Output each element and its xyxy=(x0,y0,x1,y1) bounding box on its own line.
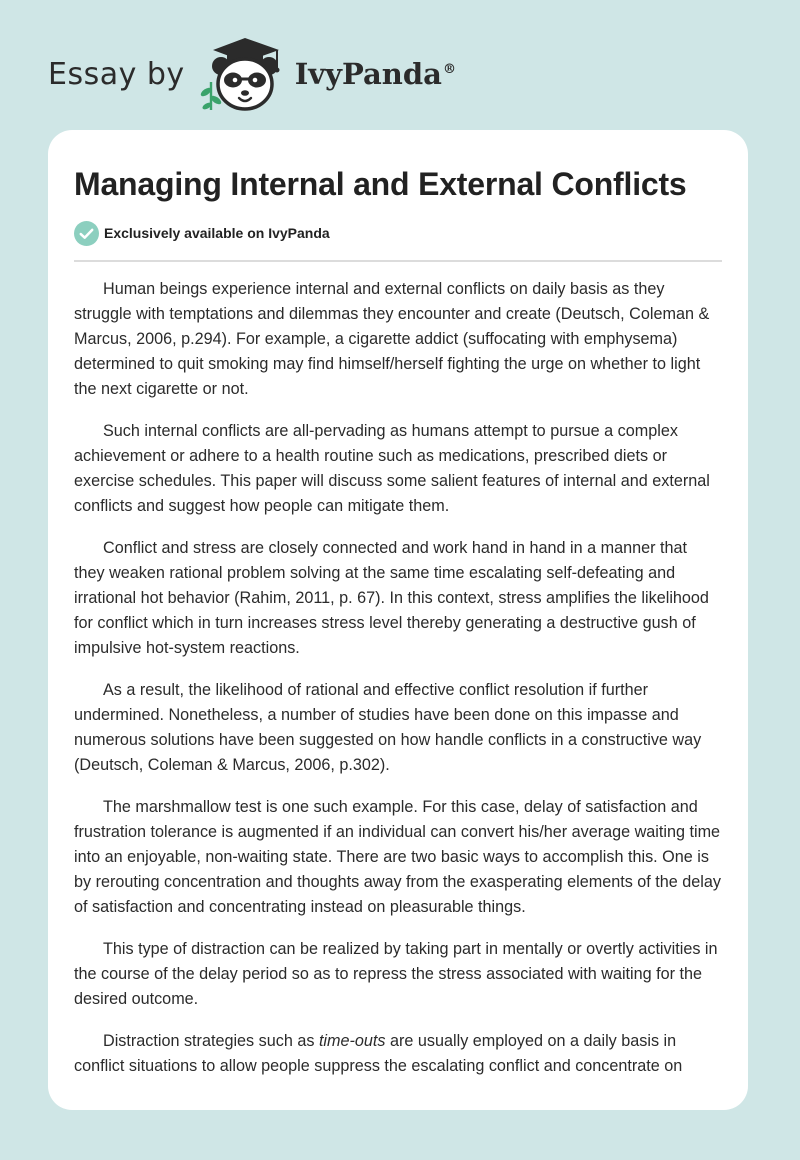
paragraph-5: The marshmallow test is one such example. For this case, delay of satisfaction and frustration tolerance is augmented if an individual can convert his/her average waiting time into an enjoyable, non-waiting state. There are two basic ways to accomplish this. One is by rerouting concentration and thoughts away from the exasperating elements of the delay of satisfaction and concentrating instead on pleasurable things. xyxy=(74,798,721,916)
paragraph-7 xyxy=(74,1029,722,1079)
essay-title: Managing Internal and External Conflicts xyxy=(74,166,687,202)
essay-by-label: Essay by xyxy=(48,56,185,92)
essay-card xyxy=(48,130,748,1110)
site-brand[interactable] xyxy=(48,34,456,114)
exclusive-badge-text: Exclusively available on IvyPanda xyxy=(104,225,330,241)
panda-logo-icon xyxy=(199,34,291,114)
paragraph-1: Human beings experience internal and external conflicts on daily basis as they struggle with temptations and dilemmas they encounter and create (Deutsch, Coleman & Marcus, 2006, p.294). For example, a cigarette addict (suffocating with emphysema) determined to quit smoking may find himself/herself fighting the urge on whether to light the next cigarette or not. xyxy=(74,280,710,398)
title-divider xyxy=(74,260,722,262)
paragraph-7-end: are usually employed on a daily basis in conflict situations to allow people suppress the escalating conflict and concentrate on xyxy=(74,1032,683,1075)
paragraph-4: As a result, the likelihood of rational and effective conflict resolution if further undermined. Nonetheless, a number of studies have been done on this impasse and numerous solutions have been suggested on how handle conflicts in a constructive way (Deutsch, Coleman & Marcus, 2006, p.302). xyxy=(74,681,702,774)
paragraph-3: Conflict and stress are closely connected and work hand in hand in a manner that they weaken rational problem solving at the same time escalating self-defeating and irrational hot behavior (Rahim, 2011, p. 67). In this context, stress amplifies the likelihood for conflict which in turn increases stress level thereby generating a destructive gush of impulsive hot-system reactions. xyxy=(74,539,709,657)
paragraph-6: This type of distraction can be realized by taking part in mentally or overtly activities in the course of the delay period so as to repress the stress associated with waiting for the desired outcome. xyxy=(74,940,718,1008)
essay-body xyxy=(74,277,722,1079)
brand-name xyxy=(295,57,456,91)
registered-mark: ® xyxy=(442,62,456,78)
paragraph-7-start: Distraction strategies such as xyxy=(103,1032,319,1050)
check-badge-icon xyxy=(74,221,99,246)
brand-name-text: IvyPanda xyxy=(294,57,442,91)
time-outs-emphasis: time-outs xyxy=(318,1032,386,1050)
paragraph-2: Such internal conflicts are all-pervading as humans attempt to pursue a complex achievement or adhere to a health routine such as medications, prescribed diets or exercise schedules. This paper will discuss some salient features of internal and external conflicts and suggest how people can mitigate them. xyxy=(74,422,710,515)
exclusive-badge xyxy=(74,220,722,246)
